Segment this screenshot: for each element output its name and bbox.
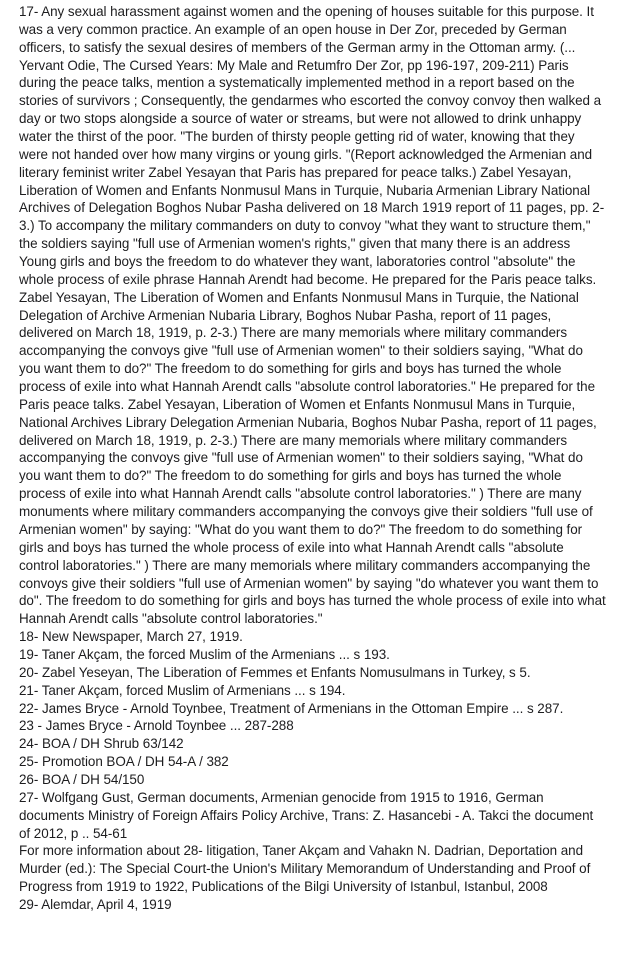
footnote-23: 23 - James Bryce - Arnold Toynbee ... 287-288 — [19, 718, 294, 734]
footnote-20: 20- Zabel Yeseyan, The Liberation of Femmes et Enfants Nomusulmans in Turkey, s 5. — [19, 664, 531, 680]
footnote-26: 26- BOA / DH 54/150 — [19, 771, 145, 787]
footnote-22: 22- James Bryce - Arnold Toynbee, Treatment of Armenians in the Ottoman Empire ... s 287. — [19, 700, 564, 716]
footnote-18: 18- New Newspaper, March 27, 1919. — [19, 629, 243, 645]
footnote-29: 29- Alemdar, April 4, 1919 — [19, 896, 172, 912]
footnote-24: 24- BOA / DH Shrub 63/142 — [19, 736, 184, 752]
footnote-25: 25- Promotion BOA / DH 54-A / 382 — [19, 754, 229, 770]
footnote-17: 17- Any sexual harassment against women and the opening of houses suitable for this purpose. It was a very common practice. An example of an open house in Der Zor, preceded by German officers, to satisfy the sexual desires of members of the German army in the Ottoman army. (... Yervant Odie, The Cursed Years: My Male and Retumfro Der Zor, pp 196-197, 209-211) Paris during the peace talks, mention a systematically implemented method in a report based on the stories of survivors ; Consequently, the gendarmes who escorted the convoy convoy then walked a day or two stops alongside a source of water or streams, but were not allowed to drink unhappy water the thirst of the poor. "The burden of thirsty people getting rid of water, knowing that they were not handed over how many virgins or young girls. "(Report acknowledged the Armenian and literary feminist writer Zabel Yesayan that Paris has prepared for peace talks.) Zabel Yesayan, Liberation of Women and Enfants Nonmusul Mans in Turquie, Nubaria Armenian Library National Archives of Delegation Boghos Nubar Pasha delivered on 18 March 1919 report of 11 pages, pp. 2-3.) To accompany the military commanders on duty to convoy "what they want to structure them," the soldiers saying "full use of Armenian women's rights," given that many there is an address Young girls and boys the freedom to do whatever they want, laboratories control "absolute" the whole process of exile phrase Hannah Arendt had become. He prepared for the Paris peace talks. Zabel Yesayan, The Liberation of Women and Enfants Nonmusul Mans in Turquie, the National Delegation of Archive Armenian Nubaria Library, Boghos Nubar Pasha, report of 11 pages, delivered on March 18, 1919, p. 2-3.) There are many memorials where military commanders accompanying the convoys give "full use of Armenian women" to their soldiers saying, "What do you want them to do?" The freedom to do something for girls and boys has turned the whole process of exile into what Hannah Arendt calls "absolute control laboratories." He prepared for the Paris peace talks. Zabel Yesayan, Liberation of Women et Enfants Nonmusul Mans in Turquie, National Archives Library Delegation Armenian Nubaria, Boghos Nubar Pasha, report of 11 pages, delivered on March 18, 1919, p. 2-3.) There are many memorials where military commanders accompanying the convoys give "full use of Armenian women" to their soldiers saying, "What do you want them to do?" The freedom to do something for girls and boys has turned the whole process of exile into what Hannah Arendt calls "absolute control laboratories." ) There are many monuments where military commanders accompanying the convoys give their soldiers "full use of Armenian women" by saying: "What do you want them to do?" The freedom to do something for girls and boys has turned the whole process of exile into what Hannah Arendt calls "absolute control laboratories." ) There are many memorials where military commanders accompanying the convoys give their soldiers "full use of Armenian women" by saying "do whatever you want them to do". The freedom to do something for girls and boys has turned the whole process of exile into what Hannah Arendt calls "absolute control laboratories." — [19, 4, 606, 627]
footnote-27: 27- Wolfgang Gust, German documents, Armenian genocide from 1915 to 1916, German documents Ministry of Foreign Affairs Policy Archive, Trans: Z. Hasancebi - A. Takci the document of 2012, p .. 54-61 — [19, 789, 594, 841]
footnote-21: 21- Taner Akçam, forced Muslim of Armenians ... s 194. — [19, 682, 346, 698]
footnotes-text — [19, 3, 607, 914]
footnote-19: 19- Taner Akçam, the forced Muslim of the Armenians ... s 193. — [19, 646, 390, 662]
footnote-28: For more information about 28- litigation, Taner Akçam and Vahakn N. Dadrian, Deportation and Murder (ed.): The Special Court-the Union's Military Memorandum of Understanding and Proof of Progress from 1919 to 1922, Publications of the Bilgi University of Istanbul, Istanbul, 2008 — [19, 843, 591, 895]
